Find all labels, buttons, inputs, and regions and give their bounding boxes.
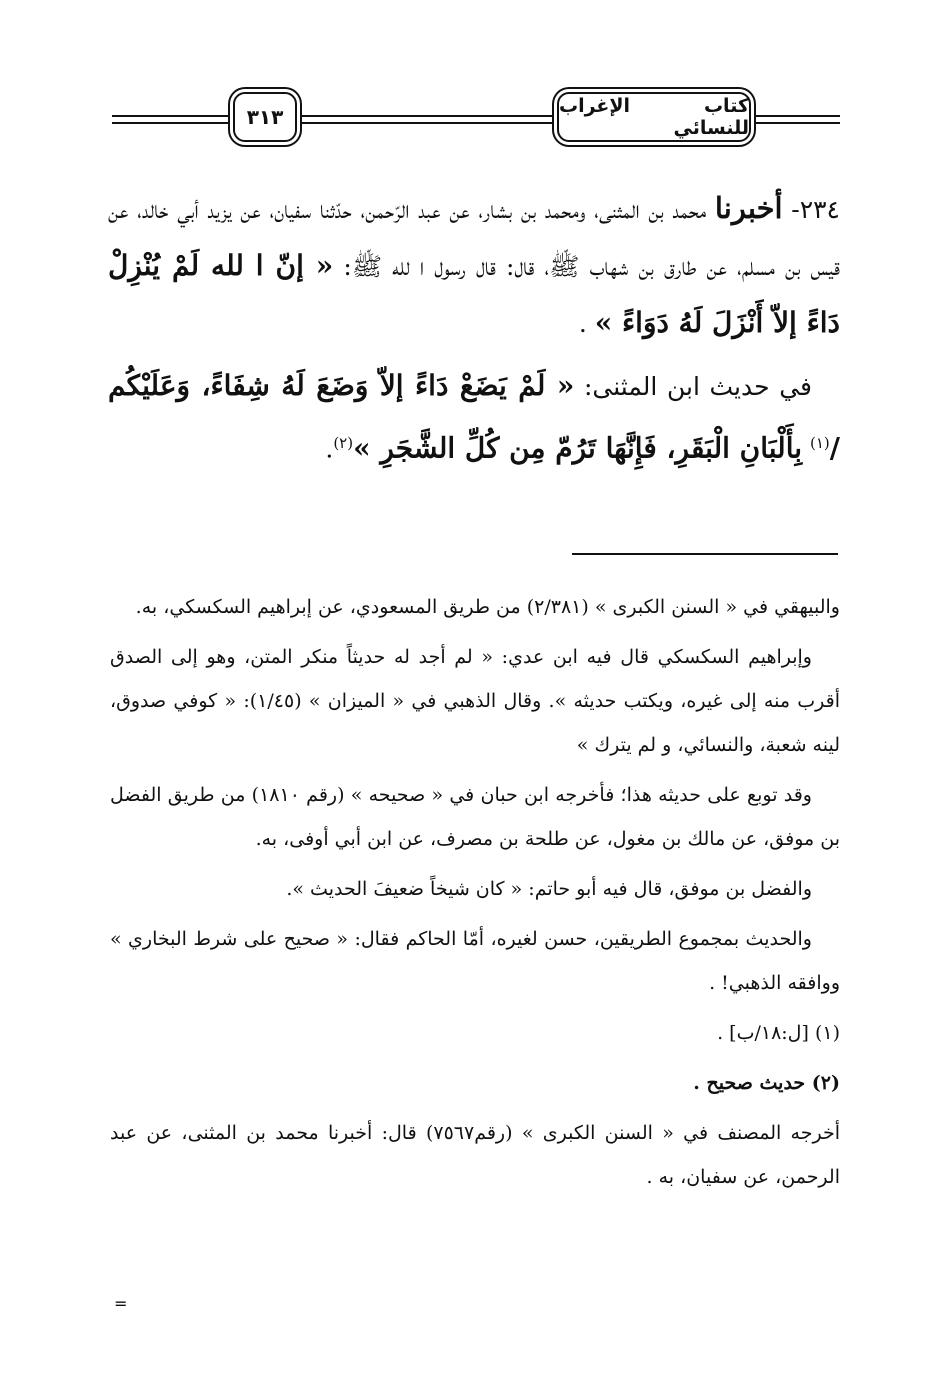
variant-intro: في حديث ابن المثنى:: [583, 372, 813, 401]
footnote-paragraph: والبيهقي في « السنن الكبرى » (٢/٣٨١) من طريق المسعودي، عن إبراهيم السكسكي، به.: [135, 596, 840, 618]
footnote-paragraph: أخرجه المصنف في « السنن الكبرى » (رقم٧٥٦٧) قال: أخبرنا محمد بن المثنى، عن عبد الرحمن، عن سفيان، به .: [110, 1122, 840, 1188]
variant-closing: .: [325, 434, 334, 464]
footnote-paragraph: وإبراهيم السكسكي قال فيه ابن عدي: « لم أجد له حديثاً منكر المتن، وهو إلى الصدق أقرب منه إلى غيره، ويكتب حديثه ». وقال الذهبي في « الميزان » (١/٤٥): « كوفي صدوق، لينه شعبة، والنسائي، و لم يترك »: [110, 646, 840, 756]
footnotes: [110, 585, 840, 1205]
hadith-text: « إنّ ا لله لَمْ يُنْزِلْ دَاءً إلاّ أَنْزَلَ لَهُ دَوَاءً »: [108, 249, 840, 339]
footnote-paragraph: وقد توبع على حديثه هذا؛ فأخرجه ابن حبان في « صحيحه » (رقم ١٨١٠) من طريق الفضل بن موفق، عن مالك بن مغول، عن طلحة بن مصرف، عن ابن أبي أوفى، به.: [110, 784, 840, 850]
footnote-ref-2: (٢): [333, 434, 354, 452]
footnote-paragraph: والفضل بن موفق، قال فيه أبو حاتم: « كان شيخاً ضعيفَ الحديث ».: [286, 878, 812, 900]
footnote-2-heading: (٢) حديث صحيح .: [693, 1072, 840, 1094]
header-rule: [112, 115, 232, 124]
book-title-frame: [557, 92, 751, 142]
variant-text-2: بِأَلْبَانِ الْبَقَرِ، فَإِنَّهَا تَرُمّ مِن كُلِّ الشَّجَرِ »: [353, 431, 803, 465]
variant-paragraph: [108, 358, 840, 477]
main-text: [108, 180, 840, 477]
footnote-ref-1: (١): [809, 434, 830, 452]
hadith-paragraph: [108, 180, 840, 352]
hadith-lead-word: أخبرنا: [714, 191, 783, 225]
footnote-paragraph: والحديث بمجموع الطريقين، حسن لغيره، أمّا الحاكم فقال: « صحيح على شرط البخاري » ووافقه الذهبي! .: [110, 928, 840, 994]
page-number-frame: [233, 92, 297, 142]
continuation-mark: =: [114, 1294, 128, 1313]
header-rule: [750, 115, 840, 124]
hadith-isnad: محمد بن المثنى، ومحمد بن بشار، عن عبد الرّحمن، حدّثنا سفيان، عن يزيد أبي خالد، عن قيس بن مسلم، عن طارق بن شهاب ﷺ، قال: قال رسول ا لله ﷺ:: [108, 195, 841, 281]
book-title: كتاب الإغراب للنسائي: [559, 95, 749, 139]
hadith-closing: .: [578, 309, 587, 338]
header-rule: [295, 115, 553, 124]
variant-text-1: « لَمْ يَضَعْ دَاءً إلاّ وَضَعَ لَهُ شِفَاءً، وَعَلَيْكُم /: [108, 369, 840, 465]
footnote-1: (١) [ل:١٨/ب] .: [717, 1022, 840, 1044]
page-number: ٣١٣: [246, 105, 284, 129]
hadith-number: ٢٣٤-: [791, 195, 840, 224]
footnote-separator: [572, 553, 838, 555]
